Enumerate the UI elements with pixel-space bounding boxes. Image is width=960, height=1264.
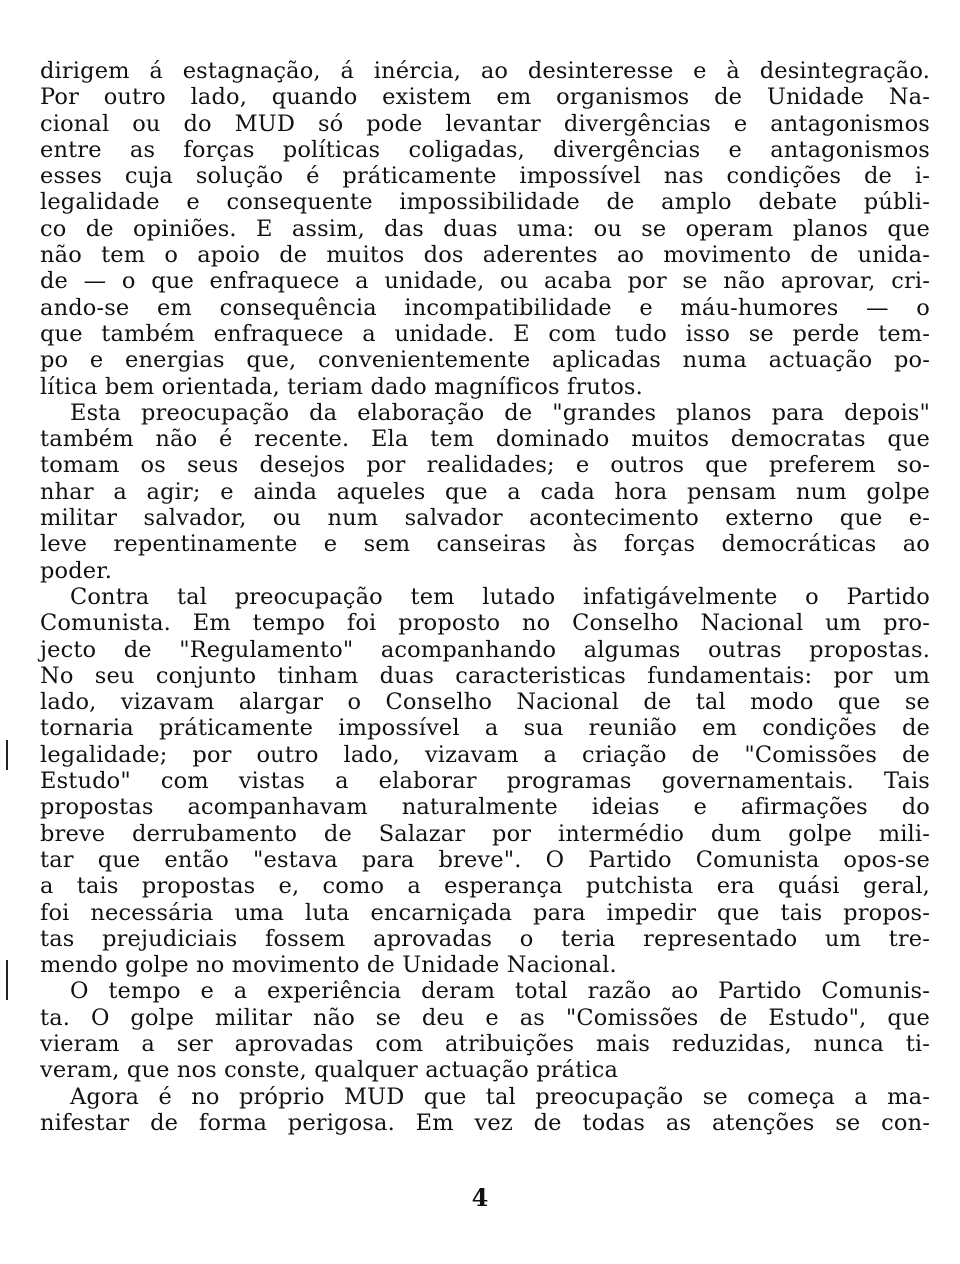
text-line: lado, vizavam alargar o Conselho Nacional de tal modo que se	[40, 689, 930, 716]
text-line: tas prejudiciais fossem aprovadas o teria representado um tre-	[40, 925, 930, 952]
text-line: tornaria práticamente impossível a sua reunião em condições de	[40, 715, 930, 742]
text-line: a tais propostas e, como a esperança putchista era quási geral,	[40, 873, 930, 900]
text-line: esses cuja solução é práticamente impossível nas condições de i-	[40, 163, 930, 190]
page-number: 4	[471, 1183, 489, 1212]
text-line: lítica bem orientada, teriam dado magníficos frutos.	[40, 373, 643, 400]
text-line: po e energias que, convenientemente aplicadas numa actuação po-	[40, 347, 930, 374]
text-line: mendo golpe no movimento de Unidade Nacional.	[40, 952, 617, 979]
text-line: foi necessária uma luta encarniçada para impedir que tais propos-	[40, 899, 930, 926]
text-line: poder.	[40, 557, 113, 584]
text-line: nifestar de forma perigosa. Em vez de todas as atenções se con-	[40, 1109, 930, 1136]
text-line: Por outro lado, quando existem em organismos de Unidade Na-	[40, 84, 930, 111]
text-line: tomam os seus desejos por realidades; e outros que preferem so-	[40, 452, 930, 479]
text-line: O tempo e a experiência deram total razão ao Partido Comunis-	[70, 978, 930, 1005]
text-line: No seu conjunto tinham duas caracteristicas fundamentais: por um	[40, 662, 930, 689]
text-line: ta. O golpe militar não se deu e as "Comissões de Estudo", que	[40, 1004, 930, 1031]
text-line: Contra tal preocupação tem lutado infatigávelmente o Partido	[70, 583, 930, 610]
text-line: veram, que nos conste, qualquer actuação prática	[40, 1057, 619, 1084]
scan-margin-mark	[6, 740, 8, 770]
text-line: tar que então "estava para breve". O Partido Comunista opos-se	[40, 846, 930, 873]
text-line: breve derrubamento de Salazar por intermédio dum golpe mili-	[40, 820, 930, 847]
text-line: que também enfraquece a unidade. E com tudo isso se perde tem-	[40, 320, 930, 347]
text-line: militar salvador, ou num salvador acontecimento externo que e-	[40, 505, 930, 532]
text-line: vieram a ser aprovadas com atribuições mais reduzidas, nunca ti-	[40, 1030, 930, 1057]
text-line: legalidade; por outro lado, vizavam a criação de "Comissões de	[40, 741, 930, 768]
text-line: também não é recente. Ela tem dominado muitos democratas que	[40, 426, 930, 453]
text-line: propostas acompanhavam naturalmente ideias e afirmações do	[40, 794, 930, 821]
text-line: Esta preocupação da elaboração de "grandes planos para depois"	[70, 399, 930, 426]
text-line: nhar a agir; e ainda aqueles que a cada hora pensam num golpe	[40, 478, 930, 505]
body-text	[40, 58, 930, 1136]
text-line: co de opiniões. E assim, das duas uma: ou se operam planos que	[40, 215, 930, 242]
text-line: Agora é no próprio MUD que tal preocupação se começa a ma-	[70, 1083, 930, 1110]
text-line: não tem o apoio de muitos dos aderentes ao movimento de unida-	[40, 242, 930, 269]
text-line: Comunista. Em tempo foi proposto no Conselho Nacional um pro-	[40, 610, 930, 637]
text-line: ando-se em consequência incompatibilidade e máu-humores — o	[40, 294, 930, 321]
text-line: Estudo" com vistas a elaborar programas governamentais. Tais	[40, 768, 930, 795]
text-line: entre as forças políticas coligadas, divergências e antagonismos	[40, 136, 930, 163]
text-line: cional ou do MUD só pode levantar divergências e antagonismos	[40, 110, 930, 137]
text-line: dirigem á estagnação, á inércia, ao desinteresse e à desintegração.	[40, 58, 930, 84]
text-line: de — o que enfraquece a unidade, ou acaba por se não aprovar, cri-	[40, 268, 930, 295]
text-line: jecto de "Regulamento" acompanhando algumas outras propostas.	[40, 636, 930, 663]
text-line: leve repentinamente e sem canseiras às forças democráticas ao	[40, 531, 930, 558]
text-line: legalidade e consequente impossibilidade de amplo debate públi-	[40, 189, 930, 216]
scan-margin-mark	[6, 960, 8, 1000]
